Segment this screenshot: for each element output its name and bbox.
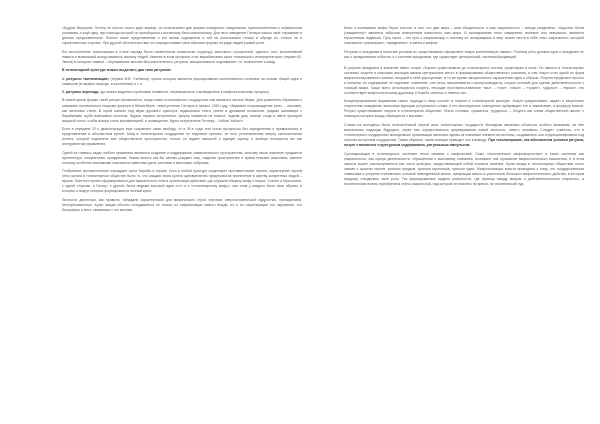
paragraph-text: Ритуалы и праздники в качестве условия их существования оформляют новую коллективную память. Поэтому речь должна идти о празднике не как о праздновании события, а о системе праздников, где существует центральный, системообразующий.	[344, 49, 584, 59]
right-column	[344, 26, 584, 190]
paragraph	[62, 26, 302, 46]
paragraph-text: Личности диктатора, как правило, обладали характерными для мифического героя чертами: сверхчеловеческой мудростью, провидением, непогрешимостью. Культ вождя обычно складывается не только из сакрализации самого вождя, но и из сакрализации его окружения, его биографии и мест, связанных с его жизнью.	[62, 197, 302, 212]
paragraph	[62, 50, 302, 65]
paragraph	[62, 98, 302, 123]
paragraph	[62, 151, 302, 166]
paragraph-text: Одной из главных задач любого правителя являются создание и поддержание символического пространства, поэтому такое значение придается архитектуре, монументам, праздникам. Новая власть как бы заново рождает мир, наделяя пространство и время новыми смыслами, именно поэтому особенно значимыми становятся памятные даты, шествия и массовые собрания.	[62, 150, 302, 165]
paragraph-text: В тоталитарной культуре можно выделить два типа ритуалов:	[62, 68, 172, 73]
paragraph-text: Сульмаризация в тоталитарных системах тесно связана с мифологией. Само «политическое мифотворчество» в таких системах как сакральность, как сфера деятельности, обращённая к массовому сознанию, возникает как отражение мифологического мышления, и в этом смысле может рассматриваться как часть культуры, представляющей собой сложное явление. Культ вождя в тоталитарных обществах тесно связан с культом героев, культом предков, культом мучеников, культом идеи. Мифологизация власти приводила к тому, что государственная символика и ритуалы становились основой повседневной жизни, превращая массы в участников большого мифологического действа, в котором каждому отводилась своя роль. Так формировалась модель реальности, где граница между мифом и действительностью стиралась, а политическая власть приобретала черты сакральной, над которой не властны ни время, ни человеческий суд.	[344, 151, 584, 186]
paragraph	[62, 68, 302, 73]
paragraph-lead: 2. ритуалы перехода,	[62, 90, 100, 95]
paragraph-text: Концентрированное выражение такого подхода к нему состоит в лозунге и тоталитарной культуре. Лозунг предписывает, задаёт и закрепляет стереотипы поведения, выполняя функцию ритуального слова, а его многократное повторение превращает его в заклинание, в формулу власти. Ритуал существования лозунга в тоталитарном обществе: «Быть готовым, сражаться, трудиться, – Лозунги как слова общественной жизни, с помощью которых вождь обращается к массам».	[344, 99, 584, 119]
paragraph	[344, 152, 584, 187]
paragraph-text: Ключ к пониманию мифа Героя состоит в том, что два мира – мир обыденности и мир сакральности – всегда разделены. «Царство богов (священное)» является забытым измерением известного нам мира. И исследование этого измерения, волевое или невольное, является героическим подвигом. Путь героя – это путь к сакральному, и поэтому он, возвращаясь в мир, может нести в себе опыт сакрального, который становится «рассказом», «преданием», а затем и мифом.	[344, 26, 584, 46]
paragraph	[62, 169, 302, 194]
paragraph-text: Если в середине 20-х демонстрации еще сохраняют свою свободу, то в 30-е годы они стали процессом без определения и превратились в представление в абсолютном культе. Миф в тоталитарном государстве не подлежит критике, он есть установленная сверху окончательная истина, которой подчинено всё общественное пространство; только он задаёт масштаб и единую оценку, и вообще пользуется им как инструментом управления.	[62, 127, 302, 147]
paragraph	[344, 50, 584, 60]
paragraph-text: Ставка на молодёжь была отличительной чертой всех тоталитарных государств. Молодежь являлась объектом особого внимания, на нее возлагались надежды будущего, через нее осуществлялось формирование новой личности, нового человека. Следует отметить, что в тоталитарных государствах молодежные организации являлись одним из ключевых элементов системы, создавались они и функционировали под строгим контролем государства. Таким образом, такая позиция приводит нас к выводу:	[344, 122, 584, 143]
paragraph-text: Глобальное противостояние порождает культ борьбы и героев. Хотя в любой культуре существует противостояние героев, характерной чертой этого культа в тоталитарном обществе было то, что каждая эпоха культа одновременно предполагала принесение в жертву конкретных людей – врагов. Пантеон героев сформировался для фашистского типа в организации действия, где служили общему мифу о нации. Сталин и Муссолини, с одной стороны, и Гитлер, с другой, были людьми высокой идеи «от» и к «тоталитарному мифу», при этом у каждого были свои образы, в которых и вокруг которых формировался личный культ.	[62, 169, 302, 194]
paragraph	[62, 198, 302, 213]
paragraph-text: Его выступление трансляциям в стиле парада было измененным психически структуру массового слушателей, сделать «из» коллективной памяти и возможный исход изменить психику людей. Именно в этом процессе стал вырабатывать культ «языческого интерпретатора» (термин Ю. Эвола) в котором главное – переживание миссии бессознательного, ритуала, эмоциональное поднимание, т.е. вознесение к мифу.	[62, 49, 302, 64]
paragraph-lead: 1. ритуалы «витализации»	[62, 76, 110, 81]
paragraph	[344, 99, 584, 119]
paragraph	[344, 66, 584, 96]
paragraph-text: В ритуале праздника и значение имеет лозунг. Лозунги существовали до тоталитарных систем, существуют и ныне. Но именно в тоталитарных системах лозунги и массовая агитация заняли центральное место в формировании общественного сознания, а сам лозунг стал одной из форм мифологизированного знания, несущей в себе упрощенные, в то же время эмоционально окрашенные идеи и образы. Лозунги предельно просты и понятны, их содержание не подлежит сомнению, они легко запоминаются и воспроизводятся, служат основой для оценки действительности с позиций мифа. Чаще всего используются лозунги, несущие противопоставление «мы» – «они», «свои» – «чужие», «друзья» – «враги», что соответствует мифологическому дуализму и борьбе светлых и темных сил.	[344, 65, 584, 95]
paragraph	[62, 90, 302, 95]
paragraph-text: В самой яркой форме такой ритуал проявляется, когда глава тоталитарного государства сам является частью Мифа. Для сравнения обратимся к описанию постепенного нацизма фюрера в Кёнигсберге: «выступление Гитлера в начале 1933 году, «Звуковое сопровождение речи…, шествие, как заготовка стиля. В горой шагали под звуки духового оркестра, вздымались стяги, реяли в дрожании колоколов, рядами шагающие с барабанами трубя войсковые колонны. Ждали первого вступления, фюрер появился на помост, подняв руку, вкинул тогда в свете фонарей мощный голос, чтобы вскоре стать кульминацией, и посвящение, бурно встреченное Гитлеру – Хайлю Хайль!».	[62, 98, 302, 123]
paragraph-text: «Будучи Фюрером, Гитлер не просто носил двух маркир, он использовал две формы поведения: ежедневная, приспособленная к нормальным условиям, и ещё одну, при помощи которой он приобщался к истинному бессознательному. Для него поведение Гитлера нашло своё отражение в данных представлениях. Полное наше представление о его жизни содержится в той ли использовал только в обряде их, только ли в торжественных случаях. При другой обстоятельствах он сосредоточивал свои обычные формы на ряде людей развой роли.	[62, 26, 302, 46]
paragraph	[62, 77, 302, 87]
paragraph-emphasis: При тоталитаризме, как абсолютном условии ритуала, лозунг становится структурным содержанием, ритуальным импульсом.	[344, 138, 584, 148]
left-column	[62, 26, 302, 216]
paragraph-text: (термин В.В. Глебкина), целью которых является формирование коллективного сознания на основе общей идеи и символов (в первую очередь, в коллективе) и т. п.	[62, 76, 303, 86]
paragraph-text: где можно выделить культовые элементы, перевешенные и возведенные к мифологическому процессу.	[99, 90, 270, 95]
paragraph	[344, 123, 584, 148]
paragraph	[62, 127, 302, 147]
paragraph	[344, 26, 584, 46]
